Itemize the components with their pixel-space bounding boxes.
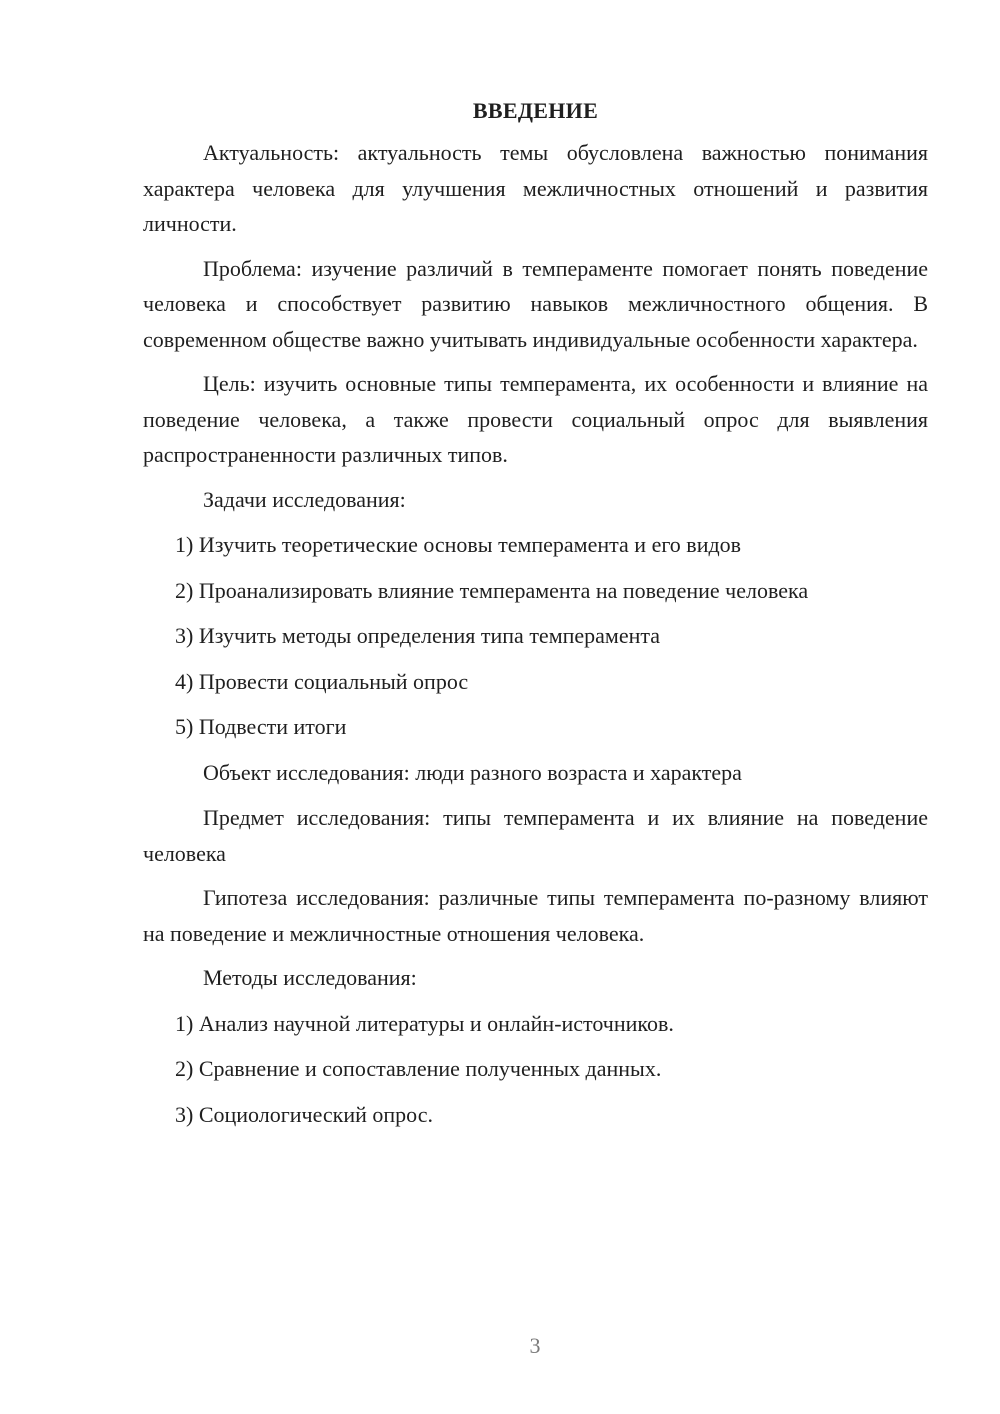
section-title: ВВЕДЕНИЕ: [472, 98, 599, 123]
methods-heading: Методы исследования:: [203, 965, 417, 990]
problem-paragraph: Проблема: изучение различий в темпераменте помогает понять поведение человека и способствует развитию навыков межличностного общения. В современном обществе важно учитывать индивидуальные особенности характера.: [143, 255, 928, 352]
page-content: [143, 93, 928, 1142]
tasks-list: [143, 527, 928, 745]
methods-list: [143, 1006, 928, 1133]
task-item: 5) Подвести итоги: [175, 714, 347, 739]
object-line: Объект исследования: люди разного возраста и характера: [203, 759, 742, 785]
method-item: 1) Анализ научной литературы и онлайн-источников.: [175, 1010, 674, 1036]
subject-paragraph: Предмет исследования: типы темперамента и их влияние на поведение человека: [143, 805, 928, 866]
page-number: 3: [529, 1333, 541, 1358]
goal-paragraph: Цель: изучить основные типы темперамента, их особенности и влияние на поведение человека, а также провести социальный опрос для выявления распространенности различных типов.: [143, 371, 928, 467]
task-item: 3) Изучить методы определения типа темперамента: [175, 623, 661, 648]
task-item: 4) Провести социальный опрос: [175, 668, 469, 694]
method-item: 3) Социологический опрос.: [175, 1101, 433, 1127]
task-item: 2) Проанализировать влияние темперамента на поведение человека: [175, 577, 809, 603]
relevance-paragraph: Актуальность: актуальность темы обусловлена важностью понимания характера человека для улучшения межличностных отношений и развития личности.: [143, 140, 928, 236]
task-item: 1) Изучить теоретические основы темперамента и его видов: [175, 532, 742, 557]
hypothesis-paragraph: Гипотеза исследования: различные типы темперамента по-разному влияют на поведение и межличностные отношения человека.: [143, 885, 928, 946]
tasks-heading: Задачи исследования:: [203, 486, 406, 512]
method-item: 2) Сравнение и сопоставление полученных данных.: [175, 1056, 662, 1081]
